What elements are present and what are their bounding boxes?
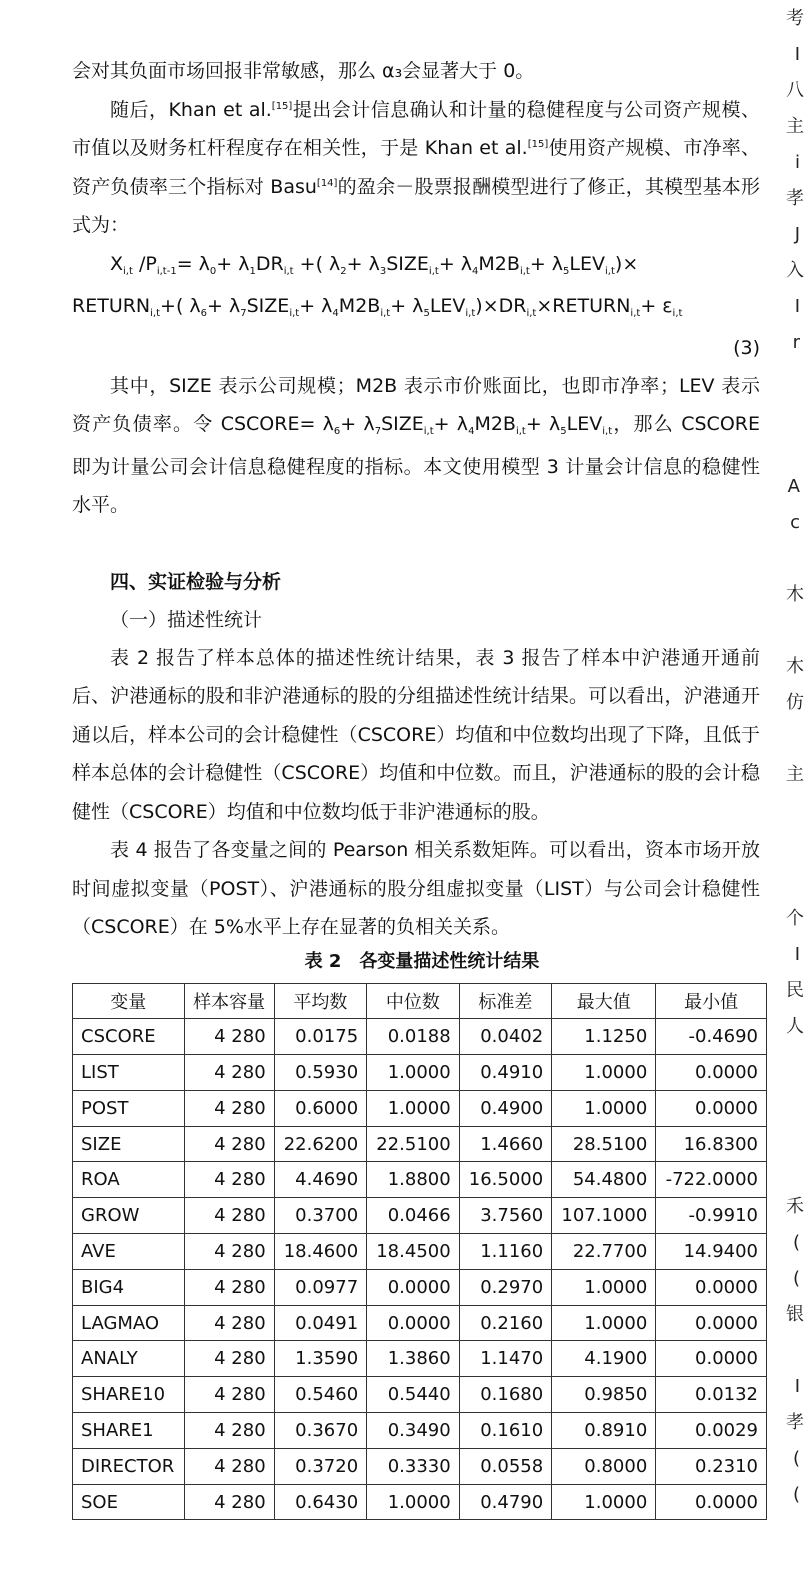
strip-char: 入 — [786, 260, 804, 281]
strip-char: 木 — [786, 584, 804, 605]
table-row — [73, 1413, 767, 1449]
table-cell: 0.3330 — [367, 1448, 460, 1484]
strip-char: I — [794, 44, 800, 65]
strip-char: 八 — [786, 80, 804, 101]
table-cell: 22.6200 — [274, 1126, 367, 1162]
table-cell: 0.0188 — [367, 1019, 460, 1055]
subsection-title: （一）描述性统计 — [110, 608, 263, 631]
table-cell: 4 280 — [184, 1484, 274, 1520]
strip-char: ( — [792, 1484, 800, 1505]
strip-char: 考 — [786, 8, 804, 29]
table-cell: 28.5100 — [552, 1126, 656, 1162]
variable-name-cell: LAGMAO — [73, 1305, 185, 1341]
table-cell: 4 280 — [184, 1198, 274, 1234]
table-cell: 0.0175 — [274, 1019, 367, 1055]
table-cell: 4 280 — [184, 1341, 274, 1377]
table-header-cell: 平均数 — [274, 983, 367, 1019]
table-row — [73, 1269, 767, 1305]
stats-table — [72, 983, 767, 1521]
strip-char: i — [794, 152, 800, 173]
strip-char — [786, 1116, 800, 1152]
table-cell: 4 280 — [184, 1019, 274, 1055]
table-cell: 0.0029 — [656, 1413, 767, 1449]
table-cell: 4 280 — [184, 1413, 274, 1449]
table-cell: 0.0000 — [367, 1269, 460, 1305]
table-cell: 1.1160 — [459, 1234, 552, 1270]
table-row — [73, 1090, 767, 1126]
table-cell: 0.1680 — [459, 1377, 552, 1413]
variable-name-cell: POST — [73, 1090, 185, 1126]
strip-char — [786, 396, 800, 432]
text-run: 的盈余－股票报酬模型进行了修正，其模型基本形式为： — [72, 175, 760, 236]
table-cell: 0.5460 — [274, 1377, 367, 1413]
formula-var: RETURN — [72, 294, 151, 317]
strip-char — [786, 1332, 800, 1368]
variable-name-cell: BIG4 — [73, 1269, 185, 1305]
strip-char: A — [787, 476, 800, 497]
table-cell: 4 280 — [184, 1055, 274, 1091]
equation-number: (3) — [733, 336, 760, 359]
table-cell: 0.0000 — [656, 1484, 767, 1520]
strip-char: 个 — [786, 908, 804, 929]
table-cell: 0.3700 — [274, 1198, 367, 1234]
variable-name-cell: SIZE — [73, 1126, 185, 1162]
strip-char: ( — [792, 1268, 800, 1289]
paragraph-4: 表 2 报告了样本总体的描述性统计结果，表 3 报告了样本中沪港通开通前后、沪港通标的股和非沪港通标的股的分组描述性统计结果。可以看出，沪港通开通以后，样本公司的会计稳健性（CSCORE）均值和中位数均出现了下降，且低于样本总体的会计稳健性（CSCORE）均值和中位数。而且，沪港通标的股的会计稳健性（CSCORE）均值和中位数均低于非沪港通标的股。 — [72, 646, 760, 823]
table-cell: 1.3860 — [367, 1341, 460, 1377]
strip-char: ( — [792, 1448, 800, 1469]
strip-char: I — [794, 1376, 800, 1397]
strip-char — [786, 1080, 800, 1116]
table-cell: 0.0000 — [656, 1341, 767, 1377]
table-cell: 0.0558 — [459, 1448, 552, 1484]
table-cell: 1.0000 — [552, 1484, 656, 1520]
table-cell: 4 280 — [184, 1448, 274, 1484]
table-row — [73, 1019, 767, 1055]
table-header-cell: 样本容量 — [184, 983, 274, 1019]
table-cell: 0.6000 — [274, 1090, 367, 1126]
table-cell: 0.3490 — [367, 1413, 460, 1449]
table-cell: 107.1000 — [552, 1198, 656, 1234]
table-cell: 0.0000 — [656, 1269, 767, 1305]
table-row — [73, 1234, 767, 1270]
table-cell: 16.8300 — [656, 1126, 767, 1162]
table-cell: 0.9850 — [552, 1377, 656, 1413]
variable-name-cell: SHARE1 — [73, 1413, 185, 1449]
table-cell: 22.5100 — [367, 1126, 460, 1162]
table-cell: 4 280 — [184, 1162, 274, 1198]
strip-char: 禾 — [786, 1196, 804, 1217]
strip-char — [786, 432, 800, 468]
citation-ref: [14] — [316, 177, 338, 189]
text-run: ，那么 CSCORE 即为计量公司会计信息稳健程度的指标。本文使用模型 3 计量会计信息的稳健性水平。 — [72, 413, 760, 516]
table-row — [73, 1055, 767, 1091]
table-cell: 0.0000 — [656, 1305, 767, 1341]
variable-name-cell: SHARE10 — [73, 1377, 185, 1413]
variable-name-cell: ANALY — [73, 1341, 185, 1377]
strip-char: 主 — [786, 116, 804, 137]
strip-char: 仿 — [786, 692, 804, 713]
table-row — [73, 1162, 767, 1198]
table-cell: 18.4600 — [274, 1234, 367, 1270]
table-cell: 14.9400 — [656, 1234, 767, 1270]
table-cell: 0.5440 — [367, 1377, 460, 1413]
table-cell: 0.2310 — [656, 1448, 767, 1484]
strip-char — [786, 792, 800, 828]
table-header-cell: 变量 — [73, 983, 185, 1019]
table-cell: -0.4690 — [656, 1019, 767, 1055]
table-cell: 1.4660 — [459, 1126, 552, 1162]
citation-ref: [15] — [271, 100, 293, 112]
table-cell: 0.4900 — [459, 1090, 552, 1126]
formula-var: X — [110, 252, 124, 275]
text-run: 随后，Khan et al. — [110, 98, 272, 121]
table-cell: 4.4690 — [274, 1162, 367, 1198]
table-cell: 1.0000 — [367, 1090, 460, 1126]
table-row — [73, 1198, 767, 1234]
strip-char — [786, 1152, 800, 1188]
table-cell: 4 280 — [184, 1377, 274, 1413]
variable-name-cell: DIRECTOR — [73, 1448, 185, 1484]
variable-name-cell: LIST — [73, 1055, 185, 1091]
table-header-cell: 最大值 — [552, 983, 656, 1019]
adjacent-column-fragment — [786, 0, 804, 1575]
strip-char — [786, 864, 800, 900]
strip-char: r — [792, 332, 800, 353]
strip-char: c — [790, 512, 800, 533]
table-header-cell: 标准差 — [459, 983, 552, 1019]
paragraph-2 — [72, 91, 760, 245]
formula-line-2: $RETURN_{i,t}+$( $\lambda_6+$ $\lambda_7SIZE_{i,t}+ \lambda_4M2B_{i,t}+$ $\lambda_5LEV_{i,t})\times DR_{i,t}\times RETURN_{i,t}+ \varepsilon_{i,t}$ — [72, 294, 683, 319]
strip-char: I — [794, 944, 800, 965]
strip-char — [786, 720, 800, 756]
section-title: 四、实证检验与分析 — [110, 570, 282, 593]
strip-char — [786, 828, 800, 864]
table-cell: 1.0000 — [552, 1090, 656, 1126]
table-cell: 0.6430 — [274, 1484, 367, 1520]
strip-char — [786, 540, 800, 576]
table-cell: 16.5000 — [459, 1162, 552, 1198]
strip-char: 人 — [786, 1016, 804, 1037]
strip-char: I — [794, 296, 800, 317]
formula-line-1: $X_{i,t}$ $/P_{i,t-1}= \lambda_0+ \lambda_1DR_{i,t}$ +( $\lambda_2+$ $\lambda_3SIZE_{i,t}+ \lambda_4M2B_{i,t}+ \lambda_5LEV_{i,t})\times$ — [110, 252, 639, 277]
table-cell: 22.7700 — [552, 1234, 656, 1270]
strip-char: 民 — [786, 980, 804, 1001]
strip-char — [786, 1548, 800, 1584]
table-row — [73, 1126, 767, 1162]
table-cell: 1.8800 — [367, 1162, 460, 1198]
table-cell: 0.0000 — [656, 1055, 767, 1091]
table-cell: 1.1250 — [552, 1019, 656, 1055]
table-cell: 0.8910 — [552, 1413, 656, 1449]
table-cell: 54.4800 — [552, 1162, 656, 1198]
strip-char — [786, 612, 800, 648]
table-cell: 1.0000 — [552, 1055, 656, 1091]
strip-char: 银 — [786, 1304, 804, 1325]
table-cell: 0.0977 — [274, 1269, 367, 1305]
table-cell: -0.9910 — [656, 1198, 767, 1234]
table-cell: 0.4790 — [459, 1484, 552, 1520]
table-header-row — [73, 983, 767, 1019]
table-header-cell: 最小值 — [656, 983, 767, 1019]
table-cell: 0.3670 — [274, 1413, 367, 1449]
strip-char: 孝 — [786, 188, 804, 209]
table-cell: 3.7560 — [459, 1198, 552, 1234]
table-row — [73, 1484, 767, 1520]
table-cell: 1.0000 — [367, 1055, 460, 1091]
table-row — [73, 1341, 767, 1377]
table-cell: 1.0000 — [367, 1484, 460, 1520]
table-cell: 0.0132 — [656, 1377, 767, 1413]
text-run: 其中，SIZE 表示公司规模；M2B 表示市价账面比，也即市净率；LEV 表示资产负债率。令 CSCORE= λ — [72, 374, 760, 435]
variable-name-cell: AVE — [73, 1234, 185, 1270]
citation-ref: [15] — [527, 139, 549, 150]
table-cell: 1.3590 — [274, 1341, 367, 1377]
table-cell: 4 280 — [184, 1305, 274, 1341]
table-cell: 0.2160 — [459, 1305, 552, 1341]
variable-name-cell: CSCORE — [73, 1019, 185, 1055]
variable-name-cell: ROA — [73, 1162, 185, 1198]
paragraph-5: 表 4 报告了各变量之间的 Pearson 相关系数矩阵。可以看出，资本市场开放时间虚拟变量（POST）、沪港通标的股分组虚拟变量（LIST）与公司会计稳健性（CSCORE）在 5%水平上存在显著的负相关关系。 — [72, 839, 760, 938]
table-cell: -722.0000 — [656, 1162, 767, 1198]
table-cell: 0.0402 — [459, 1019, 552, 1055]
table-cell: 0.8000 — [552, 1448, 656, 1484]
table-cell: 1.1470 — [459, 1341, 552, 1377]
text-run: 提出会计信息确认和计量的稳健程度与公司资产规模、市值以及财务杠杆程度存在相关性，于是 Khan et al. — [72, 98, 760, 159]
table-caption: 表 2 各变量描述性统计结果 — [304, 950, 540, 972]
table-cell: 1.0000 — [552, 1269, 656, 1305]
table-cell: 0.1610 — [459, 1413, 552, 1449]
paragraph-3: 其中，SIZE 表示公司规模；M2B 表示市价账面比，也即市净率；LEV 表示资产负债率。令 CSCORE= $\lambda_6+$ $\lambda_7SIZE_{i,t}+ \lambda_4M2B_{i,t}+ \lambda_5LEV_{i,t}$，那么 CSCORE 即为计量公司会计信息稳健程度的指标。本文使用模型 3 计量会计信息的稳健性水平。 — [72, 374, 760, 516]
strip-char — [786, 1044, 800, 1080]
table-row — [73, 1305, 767, 1341]
table-cell: 0.0000 — [656, 1090, 767, 1126]
table-cell: 0.4910 — [459, 1055, 552, 1091]
table-cell: 4 280 — [184, 1234, 274, 1270]
table-row — [73, 1377, 767, 1413]
table-cell: 0.0000 — [367, 1305, 460, 1341]
paragraph-1: 会对其负面市场回报非常敏感，那么 α₃会显著大于 0。 — [72, 60, 535, 82]
table-cell: 4 280 — [184, 1269, 274, 1305]
strip-char — [786, 360, 800, 396]
table-cell: 4 280 — [184, 1090, 274, 1126]
table-cell: 0.5930 — [274, 1055, 367, 1091]
strip-char: J — [794, 224, 800, 245]
strip-char: 孝 — [786, 1412, 804, 1433]
table-cell: 18.4500 — [367, 1234, 460, 1270]
strip-char — [786, 1512, 800, 1548]
strip-char: 木 — [786, 656, 804, 677]
table-cell: 0.0491 — [274, 1305, 367, 1341]
variable-name-cell: GROW — [73, 1198, 185, 1234]
table-header-cell: 中位数 — [367, 983, 460, 1019]
table-row — [73, 1448, 767, 1484]
text-run: 使用资产规模、市净率、资产负债率三个指标对 Basu — [72, 137, 760, 198]
spacer — [72, 525, 760, 563]
table-cell: 0.3720 — [274, 1448, 367, 1484]
strip-char: ( — [792, 1232, 800, 1253]
strip-char: 主 — [786, 764, 804, 785]
paper-page — [72, 0, 760, 1520]
table-cell: 1.0000 — [552, 1305, 656, 1341]
table-cell: 0.2970 — [459, 1269, 552, 1305]
variable-name-cell: SOE — [73, 1484, 185, 1520]
table-cell: 4 280 — [184, 1126, 274, 1162]
table-cell: 0.0466 — [367, 1198, 460, 1234]
table-cell: 4.1900 — [552, 1341, 656, 1377]
